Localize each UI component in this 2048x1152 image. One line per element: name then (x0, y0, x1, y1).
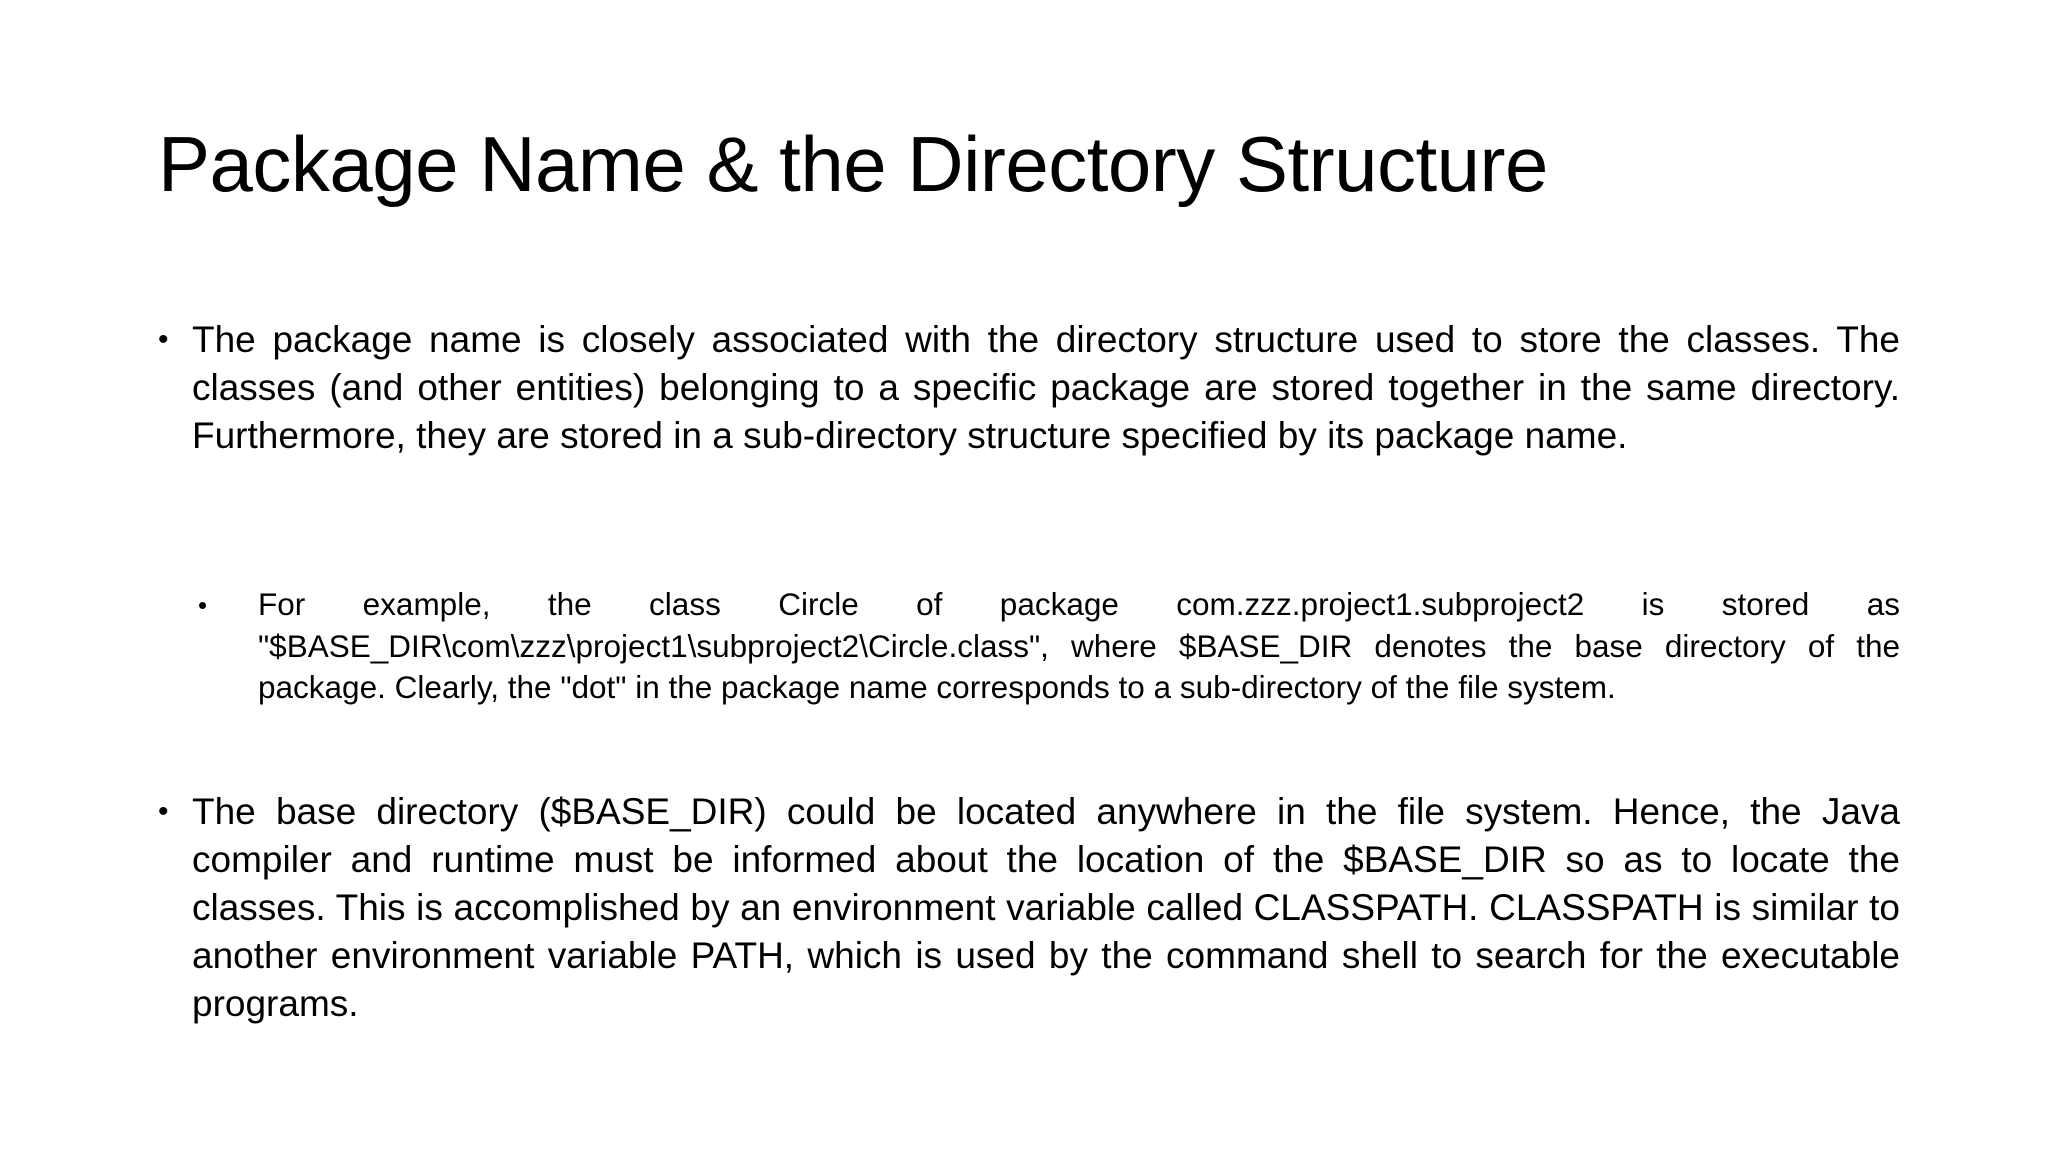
bullet-marker: • (198, 590, 208, 620)
bullet-item (158, 788, 1900, 1028)
bullet-text: The base directory ($BASE_DIR) could be located anywhere in the file system. Hence, the Java compiler and runtime must be informed about the location of the $BASE_DIR so as to locate the classes. This is accomplished by an environment variable called CLASSPATH. CLASSPATH is similar to another environment variable PATH, which is used by the command shell to search for the executable programs. (192, 791, 1900, 1024)
bullet-text: The package name is closely associated with the directory structure used to store the classes. The classes (and other entities) belonging to a specific package are stored together in the same directory. Furthermore, they are stored in a sub-directory structure specified by its package name. (192, 319, 1900, 456)
bullet-marker: • (158, 795, 169, 828)
slide-title: Package Name & the Directory Structure (158, 120, 1548, 208)
sub-bullet-item (198, 584, 1900, 709)
bullet-item (158, 316, 1900, 460)
bullet-marker: • (158, 323, 169, 356)
bullet-text: For example, the class Circle of package com.zzz.project1.subproject2 is stored as "$BASE_DIR\com\zzz\project1\subproject2\Circle.class", where $BASE_DIR denotes the base directory of the package. Clearly, the "dot" in the package name corresponds to a sub-directory of the file system. (258, 586, 1900, 705)
